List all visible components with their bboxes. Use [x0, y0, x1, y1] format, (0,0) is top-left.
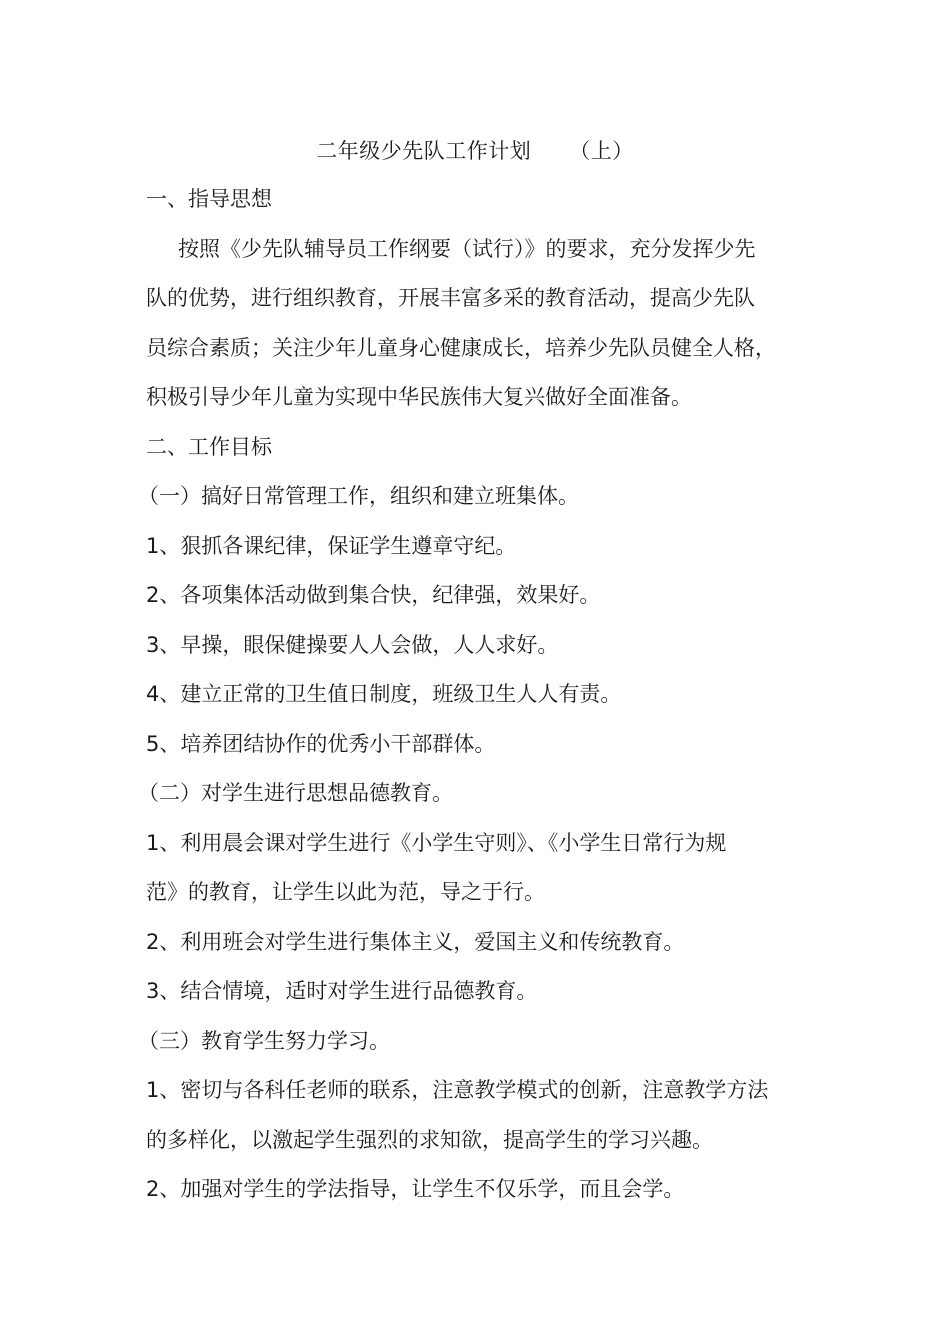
list-item: 5、培养团结协作的优秀小干部群体。: [146, 731, 496, 756]
section-heading-guiding-ideology: 一、指导思想: [146, 187, 272, 211]
section-heading-work-goals: 二、工作目标: [146, 434, 272, 459]
list-item: 3、结合情境，适时对学生进行品德教育。: [146, 979, 538, 1003]
title-main: 二年级少先队工作计划: [316, 139, 532, 163]
document-title: [0, 136, 950, 166]
subsection-heading: （一）搞好日常管理工作，组织和建立班集体。: [138, 484, 579, 508]
list-item: 1、密切与各科任老师的联系，注意教学模式的创新，注意教学方法: [146, 1078, 769, 1102]
title-suffix: （上）: [569, 139, 634, 163]
list-item: 4、建立正常的卫生值日制度，班级卫生人人有责。: [146, 682, 622, 706]
paragraph-line: 积极引导少年儿童为实现中华民族伟大复兴做好全面准备。: [146, 385, 692, 409]
list-item: 2、加强对学生的学法指导，让学生不仅乐学，而且会学。: [146, 1177, 685, 1201]
subsection-heading: （三）教育学生努力学习。: [138, 1028, 390, 1053]
document-body: [138, 184, 826, 1224]
list-item: 1、利用晨会课对学生进行《小学生守则》、《小学生日常行为规: [146, 830, 727, 855]
list-item: 2、利用班会对学生进行集体主义，爱国主义和传统教育。: [146, 929, 685, 954]
list-item-continuation: 的多样化，以激起学生强烈的求知欲，提高学生的学习兴趣。: [146, 1127, 713, 1152]
list-item: 1、狠抓各课纪律，保证学生遵章守纪。: [146, 533, 517, 558]
paragraph-line: 按照《少先队辅导员工作纲要（试行）》的要求，充分发挥少先: [178, 236, 756, 261]
paragraph-line: 员综合素质；关注少年儿童身心健康成长，培养少先队员健全人格，: [146, 335, 776, 360]
list-item: 3、早操，眼保健操要人人会做，人人求好。: [146, 632, 559, 657]
list-item: 2、各项集体活动做到集合快，纪律强，效果好。: [146, 583, 601, 607]
subsection-heading: （二）对学生进行思想品德教育。: [138, 781, 453, 805]
paragraph-line: 队的优势，进行组织教育，开展丰富多采的教育活动，提高少先队: [146, 286, 755, 310]
list-item-continuation: 范》的教育，让学生以此为范，导之于行。: [146, 880, 545, 904]
